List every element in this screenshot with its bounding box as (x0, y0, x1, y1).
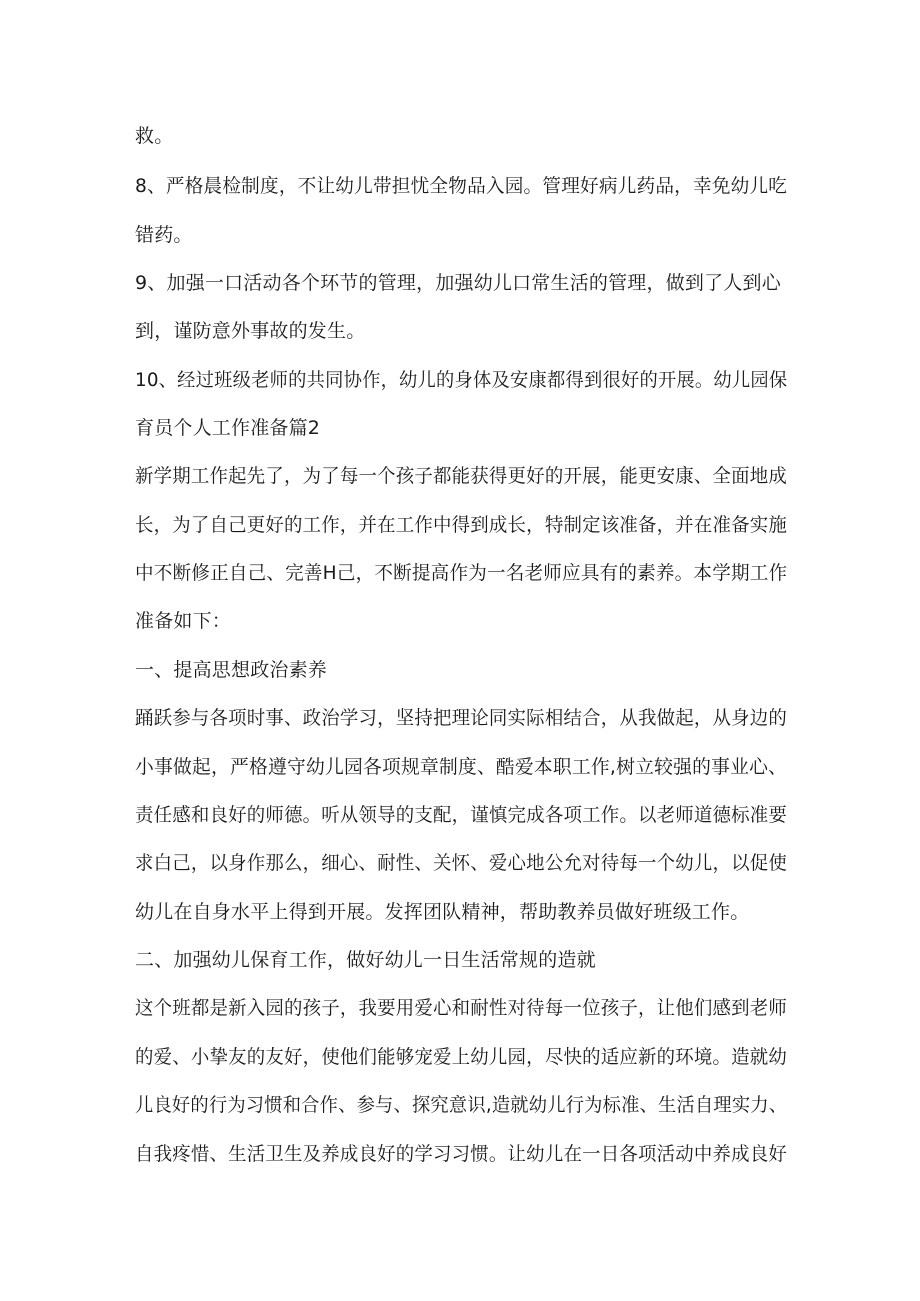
text-line: 求白己，以身作那么，细心、耐性、关怀、爱心地公允对待每一个幼儿，以促使 (135, 852, 787, 874)
text-line: 长，为了自己更好的工作，并在工作中得到成长，特制定该准备，并在准备实施 (135, 514, 787, 536)
text-line: 幼儿在自身水平上得到开展。发挥团队精神，帮助教养员做好班级工作。 (135, 901, 750, 923)
text-line: 育员个人工作准备篇2 (135, 417, 321, 439)
text-line: 9、加强一口活动各个环节的管理，加强幼儿口常生活的管理，做到了人到心 (135, 272, 781, 294)
text-line: 中不断修正自己、完善H己，不断提高作为一名老师应具有的素养。本学期工作 (135, 562, 788, 584)
section-heading: 二、加强幼儿保育工作，做好幼儿一日生活常规的造就 (135, 949, 596, 971)
text-line: 准备如下： (135, 610, 232, 632)
text-line: 新学期工作起先了，为了每一个孩子都能获得更好的开展，能更安康、全面地成 (135, 465, 787, 487)
text-line: 小事做起，严格遵守幼儿园各项规章制度、酷爱本职工作,树立较强的事业心、 (135, 756, 788, 778)
section-heading: 一、提高思想政治素养 (135, 659, 328, 681)
text-line: 自我疼惜、生活卫生及养成良好的学习习惯。让幼儿在一日各项活动中养成良好 (135, 1143, 787, 1165)
text-line: 8、严格晨检制度，不让幼儿带担忧全物品入园。管理好病儿药品，幸免幼儿吃 (135, 175, 788, 197)
text-line: 儿良好的行为习惯和合作、参与、探究意识,造就幼儿行为标准、生活自理实力、 (135, 1094, 788, 1116)
text-line: 责任感和良好的师德。听从领导的支配，谨慎完成各项工作。以老师道德标准要 (135, 804, 787, 826)
text-line: 这个班都是新入园的孩子，我要用爱心和耐性对待每一位孩子，让他们感到老师 (135, 997, 787, 1019)
text-line: 10、经过班级老师的共同协作，幼儿的身体及安康都得到很好的开展。幼儿园保 (135, 369, 788, 391)
text-line: 错药。 (135, 224, 193, 246)
text-line: 救。 (135, 125, 174, 147)
text-line: 踊跃参与各项时事、政治学习，坚持把理论同实际相结合，从我做起，从身边的 (135, 707, 787, 729)
text-line: 的爱、小挚友的友好，使他们能够宠爱上幼儿园，尽快的适应新的环境。造就幼 (135, 1046, 787, 1068)
text-line: 到，谨防意外事故的发生。 (135, 320, 366, 342)
